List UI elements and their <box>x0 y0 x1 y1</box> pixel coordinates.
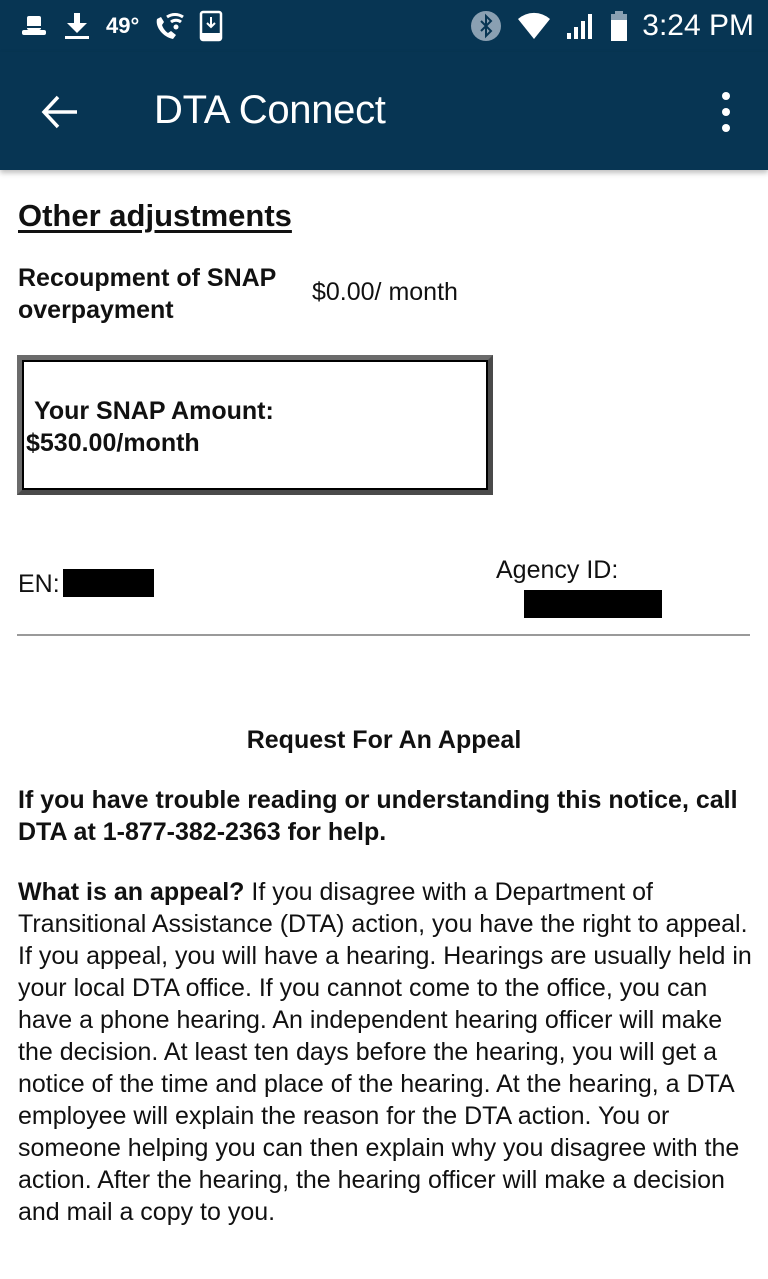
download-icon <box>62 11 92 41</box>
wifi-calling-icon <box>153 11 185 41</box>
appeal-body-text: If you disagree with a Department of Transitional Assistance (DTA) action, you have the right to appeal. If you appeal, you will have a hearing. Hearings are usually held in your local DTA office. If you cannot come to the office, you can have a phone hearing. An independent hearing officer will make the decision. At least ten days before the hearing, you will get a notice of the time and place of the hearing. At the hearing, a DTA employee will explain the reason for the DTA action. You or someone helping you can then explain why you disagree with the action. After the hearing, the hearing officer will make a decision and mail a copy to you. <box>18 878 752 1226</box>
status-bar <box>0 0 768 52</box>
back-button[interactable] <box>38 90 82 134</box>
snap-amount-box <box>17 355 493 495</box>
appeal-question: What is an appeal? <box>18 878 245 906</box>
battery-icon <box>610 10 628 42</box>
more-vert-icon-dot <box>722 124 730 132</box>
snap-amount-value: $530.00/month <box>26 429 200 457</box>
divider <box>17 634 750 636</box>
help-notice: If you have trouble reading or understanding this notice, call DTA at 1-877-382-2363 for help. <box>18 786 738 846</box>
more-vert-icon-dot <box>722 108 730 116</box>
temperature: 49° <box>106 13 140 38</box>
clock: 3:24 PM <box>642 9 754 42</box>
agency-id-redacted-value <box>524 590 662 618</box>
adjustment-value: $0.00/ month <box>312 278 458 306</box>
arrow-left-icon <box>40 92 80 132</box>
status-bar-right <box>470 9 754 43</box>
adjustment-label: Recoupment of SNAP overpayment <box>18 264 276 324</box>
en-label: EN: <box>18 570 60 598</box>
appeal-explanation <box>18 876 753 1228</box>
more-vert-icon-dot <box>722 92 730 100</box>
more-options-button[interactable] <box>714 88 738 136</box>
app-bar <box>0 52 768 170</box>
snap-amount-box-inner <box>22 360 488 490</box>
snap-amount-label: Your SNAP Amount: <box>34 397 274 425</box>
en-redacted-value <box>63 569 154 597</box>
agency-id-label: Agency ID: <box>496 556 619 584</box>
signal-icon <box>566 11 596 41</box>
other-adjustments-heading: Other adjustments <box>18 198 292 233</box>
bluetooth-icon <box>470 10 502 42</box>
app-title: DTA Connect <box>154 88 386 132</box>
status-bar-left <box>20 10 223 42</box>
wifi-icon <box>516 11 552 41</box>
phone-download-icon <box>199 10 223 42</box>
appeal-title: Request For An Appeal <box>246 726 522 754</box>
uncle-sam-hat-icon <box>20 14 48 38</box>
